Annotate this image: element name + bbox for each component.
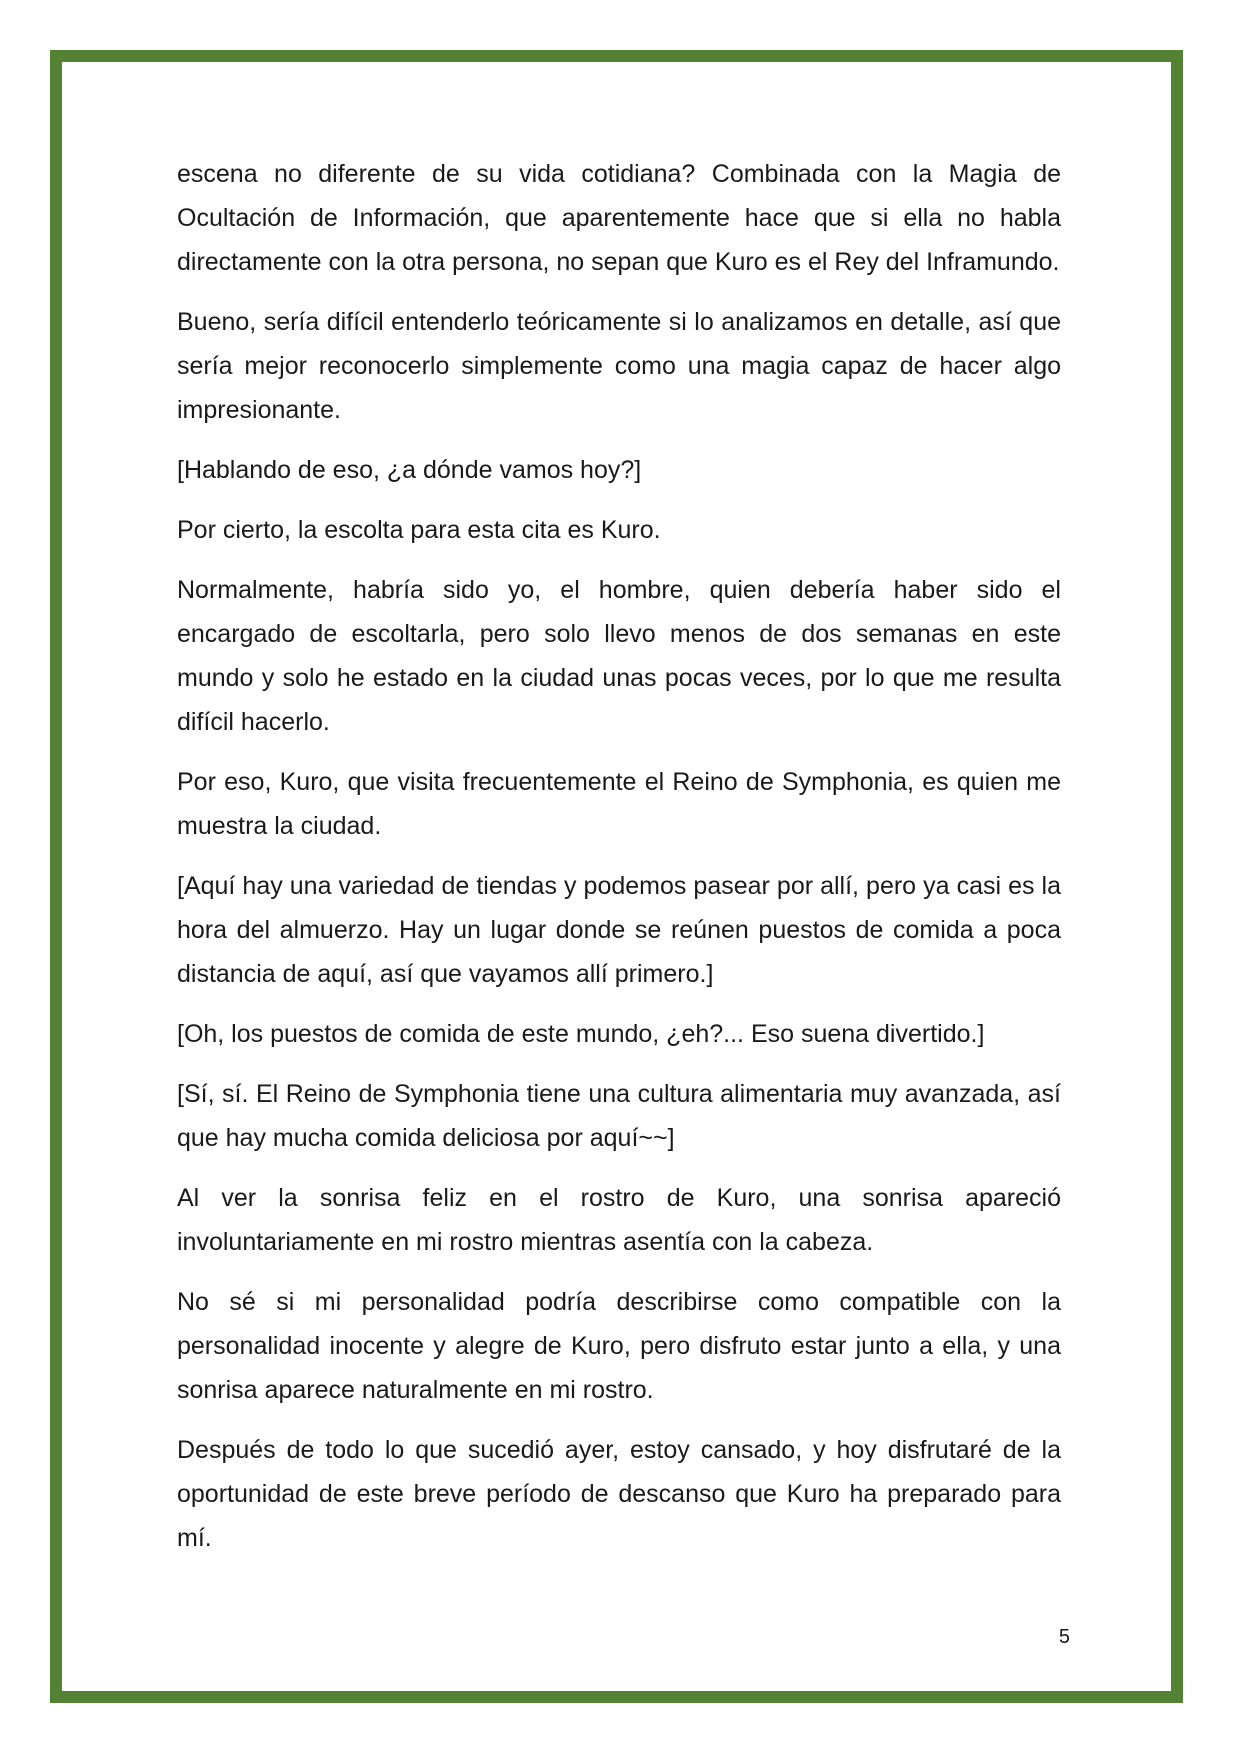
paragraph-3: [Hablando de eso, ¿a dónde vamos hoy?] — [177, 456, 642, 484]
paragraph-12: Después de todo lo que sucedió ayer, estoy cansado, y hoy disfrutaré de la oportunidad de este breve período de descanso que Kuro ha preparado para mí. — [177, 1436, 1061, 1552]
paragraph-1: escena no diferente de su vida cotidiana? Combinada con la Magia de Ocultación de Información, que aparentemente hace que si ella no habla directamente con la otra persona, no sepan que Kuro es el Rey del Inframundo. — [177, 160, 1061, 276]
paragraph-4: Por cierto, la escolta para esta cita es Kuro. — [177, 516, 661, 544]
paragraph-11: No sé si mi personalidad podría describirse como compatible con la personalidad inocente y alegre de Kuro, pero disfruto estar junto a ella, y una sonrisa aparece naturalmente en mi rostro. — [177, 1288, 1061, 1404]
document-body — [177, 152, 1061, 1576]
paragraph-10: Al ver la sonrisa feliz en el rostro de Kuro, una sonrisa apareció involuntariamente en mi rostro mientras asentía con la cabeza. — [177, 1184, 1061, 1256]
paragraph-2: Bueno, sería difícil entenderlo teóricamente si lo analizamos en detalle, así que sería mejor reconocerlo simplemente como una magia capaz de hacer algo impresionante. — [177, 308, 1061, 424]
paragraph-7: [Aquí hay una variedad de tiendas y podemos pasear por allí, pero ya casi es la hora del almuerzo. Hay un lugar donde se reúnen puestos de comida a poca distancia de aquí, así que vayamos allí primero.] — [177, 872, 1061, 988]
page-number: 5 — [1058, 1626, 1070, 1648]
paragraph-8: [Oh, los puestos de comida de este mundo, ¿eh?... Eso suena divertido.] — [177, 1020, 985, 1048]
paragraph-5: Normalmente, habría sido yo, el hombre, quien debería haber sido el encargado de escoltarla, pero solo llevo menos de dos semanas en este mundo y solo he estado en la ciudad unas pocas veces, por lo que me resulta difícil hacerlo. — [177, 576, 1061, 736]
paragraph-9: [Sí, sí. El Reino de Symphonia tiene una cultura alimentaria muy avanzada, así que hay mucha comida deliciosa por aquí~~] — [177, 1080, 1061, 1152]
paragraph-6: Por eso, Kuro, que visita frecuentemente el Reino de Symphonia, es quien me muestra la ciudad. — [177, 768, 1061, 840]
